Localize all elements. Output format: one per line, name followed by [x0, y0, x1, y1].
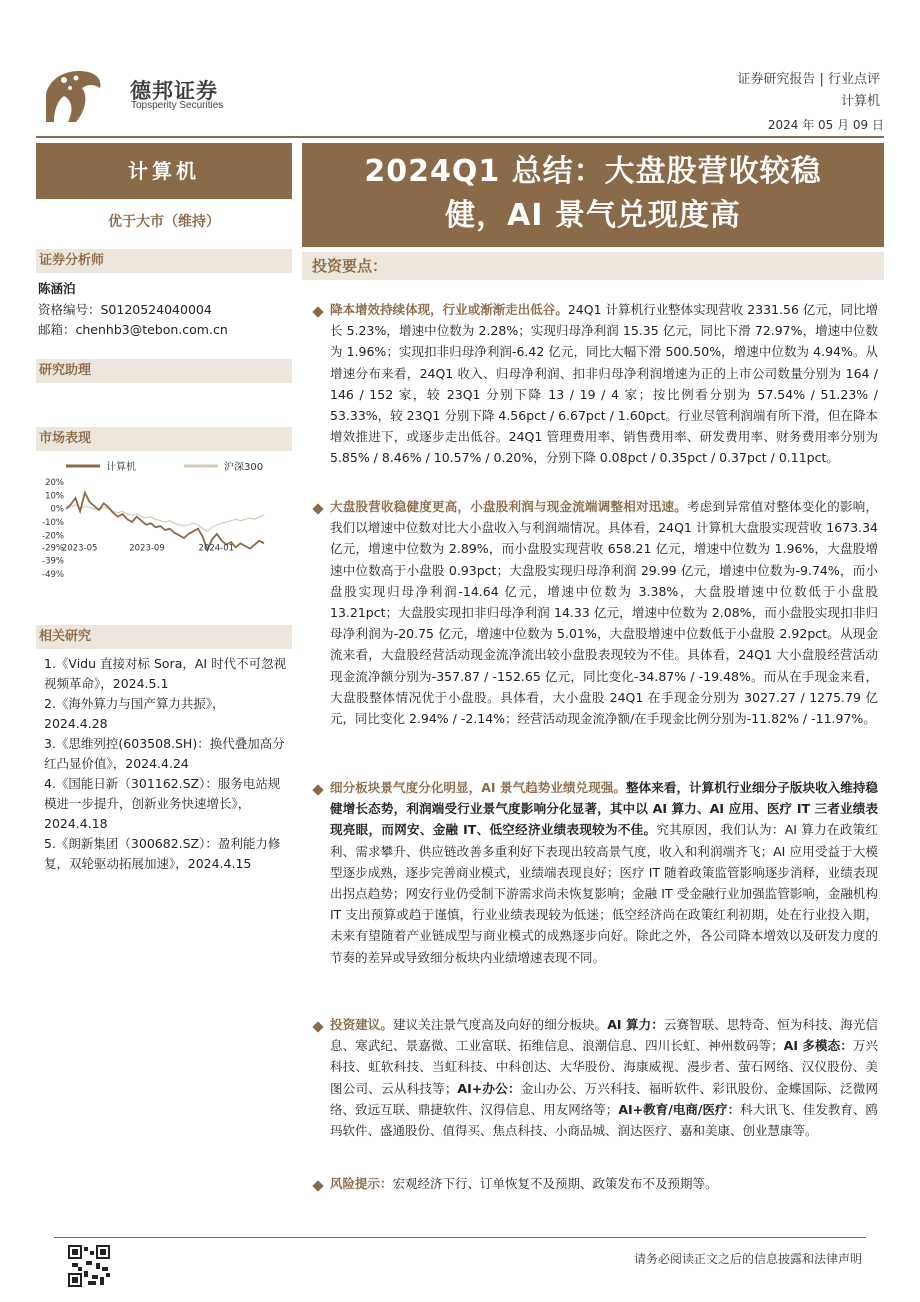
sector-label: AI 多模态：	[783, 1038, 853, 1054]
company-name-cn: 德邦证券	[130, 79, 218, 103]
bullet-icon	[312, 784, 323, 795]
related-item[interactable]: 4.《国能日新（301162.SZ）：服务电站规模进一步提升，创新业务快速增长》，2024.4.18	[44, 776, 281, 831]
y-tick-label: 10%	[45, 491, 64, 502]
analyst-email: 邮箱：chenhb3@tebon.com.cn	[38, 322, 228, 337]
report-title	[302, 143, 884, 247]
legend-label: 计算机	[106, 462, 136, 473]
point-text	[330, 1017, 878, 1138]
related-item[interactable]: 5.《朗新集团（300682.SZ）：盈利能力修复，双轮驱动拓展加速》，2024.4.15	[44, 836, 281, 871]
industry-box: 计算机	[36, 143, 292, 199]
sector-stocks: 万兴科技、虹软科技、当虹科技、中科创达、大华股份、海康威视、漫步者、萤石网络、汉仪股份、美图公司、云从科技等；	[330, 1038, 878, 1096]
point-risk	[330, 1173, 878, 1194]
title-line-2: 健，AI 景气兑现度高	[445, 198, 741, 233]
rating: 优于大市（维持）	[108, 214, 220, 230]
x-tick-label: 2024-01	[198, 543, 235, 554]
key-points-head: 投资要点：	[302, 252, 884, 280]
title-line-1: 2024Q1 总结：大盘股营收较稳	[364, 154, 822, 189]
series-line	[66, 493, 264, 550]
report-date: 2024 年 05 月 09 日	[767, 118, 884, 132]
point-text: 究其原因，我们认为：AI 算力在政策红利、需求攀升、供应链改善多重利好下表现出较高景气度，收入和利润端齐飞；AI 应用受益于大模型逐步成熟，逐步完善商业模式，业绩端表现良好；医疗 IT 随着政策监管影响逐步消释，业绩表现出拐点趋势；网安行业仍受制下游需求尚未恢复影响；金融 IT 受金融行业加强监管影响，金融机构 IT 支出预算或趋于谨慎，行业业绩表现较为低迷；低空经济尚在政策红利初期，处在行业投入期，未来有望随着产业链成型与商业模式的成熟逐步向好。除此之外，各公司降本增效以及研发力度的节奏的差异或导致细分板块内业绩增速表现不同。	[330, 822, 878, 965]
company-name-en: Topsperity Securities	[131, 100, 224, 111]
related-research-list	[44, 654, 288, 874]
point-large-cap	[330, 496, 878, 729]
market-performance-chart	[36, 456, 292, 588]
sector-label: AI+教育/电商/医疗：	[618, 1101, 741, 1117]
footer-disclaimer: 请务必阅读正文之后的信息披露和法律声明	[633, 1252, 862, 1266]
y-tick-label: -39%	[42, 556, 64, 567]
y-tick-label: -29%	[42, 543, 64, 554]
y-tick-label: -49%	[42, 570, 64, 580]
sector-label: AI 算力：	[607, 1017, 664, 1032]
analyst-name: 陈涵泊	[38, 281, 76, 296]
sector-stocks: 建议关注景气度高及向好的细分板块。	[393, 1017, 608, 1032]
point-cost-reduction	[330, 299, 878, 469]
point-text: 考虑到异常值对整体变化的影响，我们以增速中位数对比大小盘收入与利润端情况。具体看，24Q1 计算机大盘股实现营收 1673.34 亿元，增速中位数为 2.89%，而小盘股实现营收 658.21 亿元，增速中位数为 1.96%，大盘股增速中位数高于小盘股 0.93pct；大盘股实现归母净利润 29.99 亿元，增速中位数为-9.74%，而小盘股实现归母净利润-14.64 亿元，增速中位数为 3.38%，大盘股增速中位数低于小盘股 13.21pct；大盘股实现扣非归母净利润 14.33 亿元，增速中位数为 2.08%，而小盘股实现扣非归母净利润为-20.75 亿元，增速中位数为 5.01%，大盘股增速中位数低于小盘股 2.92pct。从现金流来看，大盘股经营活动现金流净流出较小盘股表现较为不佳。具体看，24Q1 大小盘股经营活动现金流净额分别为-357.87 / -152.65 亿元，同比变化-34.87% / -19.48%。而从在手现金来看，大盘股整体情况优于小盘股。具体看，大小盘股 24Q1 在手现金分别为 3027.27 / 1275.79 亿元，同比变化 2.94% / -2.14%；经营活动现金流净额/在手现金比例分别为-11.82% / -11.97%。	[330, 499, 878, 727]
y-tick-label: -20%	[42, 531, 64, 542]
analyst-head: 证券分析师	[36, 249, 292, 273]
y-tick-label: 20%	[45, 478, 64, 488]
related-item[interactable]: 3.《思维列控(603508.SH)：换代叠加高分红凸显价值》，2024.4.24	[44, 736, 285, 771]
related-item[interactable]: 2.《海外算力与国产算力共振》，2024.4.28	[44, 696, 225, 731]
analyst-cert: 资格编号：S0120524040004	[38, 302, 212, 317]
series-line	[66, 505, 264, 532]
point-sectors	[330, 777, 878, 968]
bullet-icon	[312, 1021, 323, 1032]
point-investment	[330, 1014, 878, 1141]
point-lead: 大盘股营收稳健度更高，小盘股利润与现金流端调整相对迅速。	[330, 499, 687, 514]
sector-stocks: 云赛智联、思特奇、恒为科技、海光信息、寒武纪、景嘉微、工业富联、拓维信息、浪潮信息、四川长虹、神州数码等；	[330, 1017, 878, 1054]
x-tick-label: 2023-05	[61, 543, 98, 554]
x-tick-label: 2023-09	[129, 543, 165, 554]
legend-label: 沪深300	[224, 462, 264, 473]
assistant-head: 研究助理	[36, 359, 292, 383]
y-tick-label: 0%	[50, 504, 64, 515]
point-lead: 细分板块景气度分化明显，AI 景气趋势业绩兑现强。	[330, 780, 627, 795]
report-industry: 计算机	[840, 94, 880, 109]
footer-divider	[54, 1237, 866, 1238]
point-text: 宏观经济下行、订单恢复不及预期、政策发布不及预期等。	[392, 1176, 718, 1191]
market-head: 市场表现	[36, 427, 292, 451]
header-divider	[36, 136, 884, 138]
report-type: 证券研究报告 | 行业点评	[737, 72, 880, 87]
related-head: 相关研究	[36, 625, 292, 649]
point-highlight: 整体来看，计算机行业细分子版块收入维持稳健增长态势，利润端受行业景气度影响分化显著，其中以 AI 算力、AI 应用、医疗 IT 三者业绩表现亮眼，而网安、金融 IT、低空经济业绩表现较为不佳。	[330, 780, 878, 838]
bullet-icon	[312, 1180, 323, 1191]
sector-label: AI+办公：	[457, 1080, 521, 1096]
sector-stocks: 金山办公、万兴科技、福昕软件、彩讯股份、金蝶国际、泛微网络、致远互联、鼎捷软件、汉得信息、用友网络等；	[330, 1080, 878, 1117]
bullet-icon	[312, 503, 323, 514]
related-item[interactable]: 1.《Vidu 直接对标 Sora，AI 时代不可忽视视频革命》，2024.5.1	[44, 656, 287, 691]
point-lead: 投资建议。	[330, 1017, 394, 1032]
qr-code-icon	[68, 1245, 110, 1287]
point-lead: 风险提示：	[330, 1176, 393, 1191]
point-lead: 降本增效持续体现，行业或渐渐走出低谷。	[330, 302, 568, 317]
sector-stocks: 科大讯飞、佳发教育、鸥玛软件、盛通股份、值得买、焦点科技、小商品城、润达医疗、嘉和美康、创业慧康等。	[330, 1101, 878, 1139]
y-tick-label: -10%	[42, 518, 64, 528]
point-text: 24Q1 计算机行业整体实现营收 2331.56 亿元，同比增长 5.23%，增速中位数为 2.28%；实现归母净利润 15.35 亿元，同比下滑 72.97%，增速中位数为 1.96%；实现扣非归母净利润-6.42 亿元，同比大幅下滑 500.50%，增速中位数为 4.94%。从增速分布来看，24Q1 收入、归母净利润、扣非归母净利润增速为正的上市公司数量分别为 164 / 146 / 152 家，较 23Q1 分别下降 13 / 19 / 4 家；按比例看分别为 57.54% / 51.23% / 53.33%，较 23Q1 分别下降 4.56pct / 6.67pct / 1.60pct。行业尽管利润端有所下滑，但在降本增效推进下，或逐步走出低谷。24Q1 管理费用率、销售费用率、研发费用率、财务费用率分别为 5.85% / 8.46% / 10.57% / 0.20%，分别下降 0.08pct / 0.35pct / 0.37pct / 0.11pct。	[330, 302, 878, 466]
bullet-icon	[312, 306, 323, 317]
company-logo-icon	[42, 66, 102, 128]
